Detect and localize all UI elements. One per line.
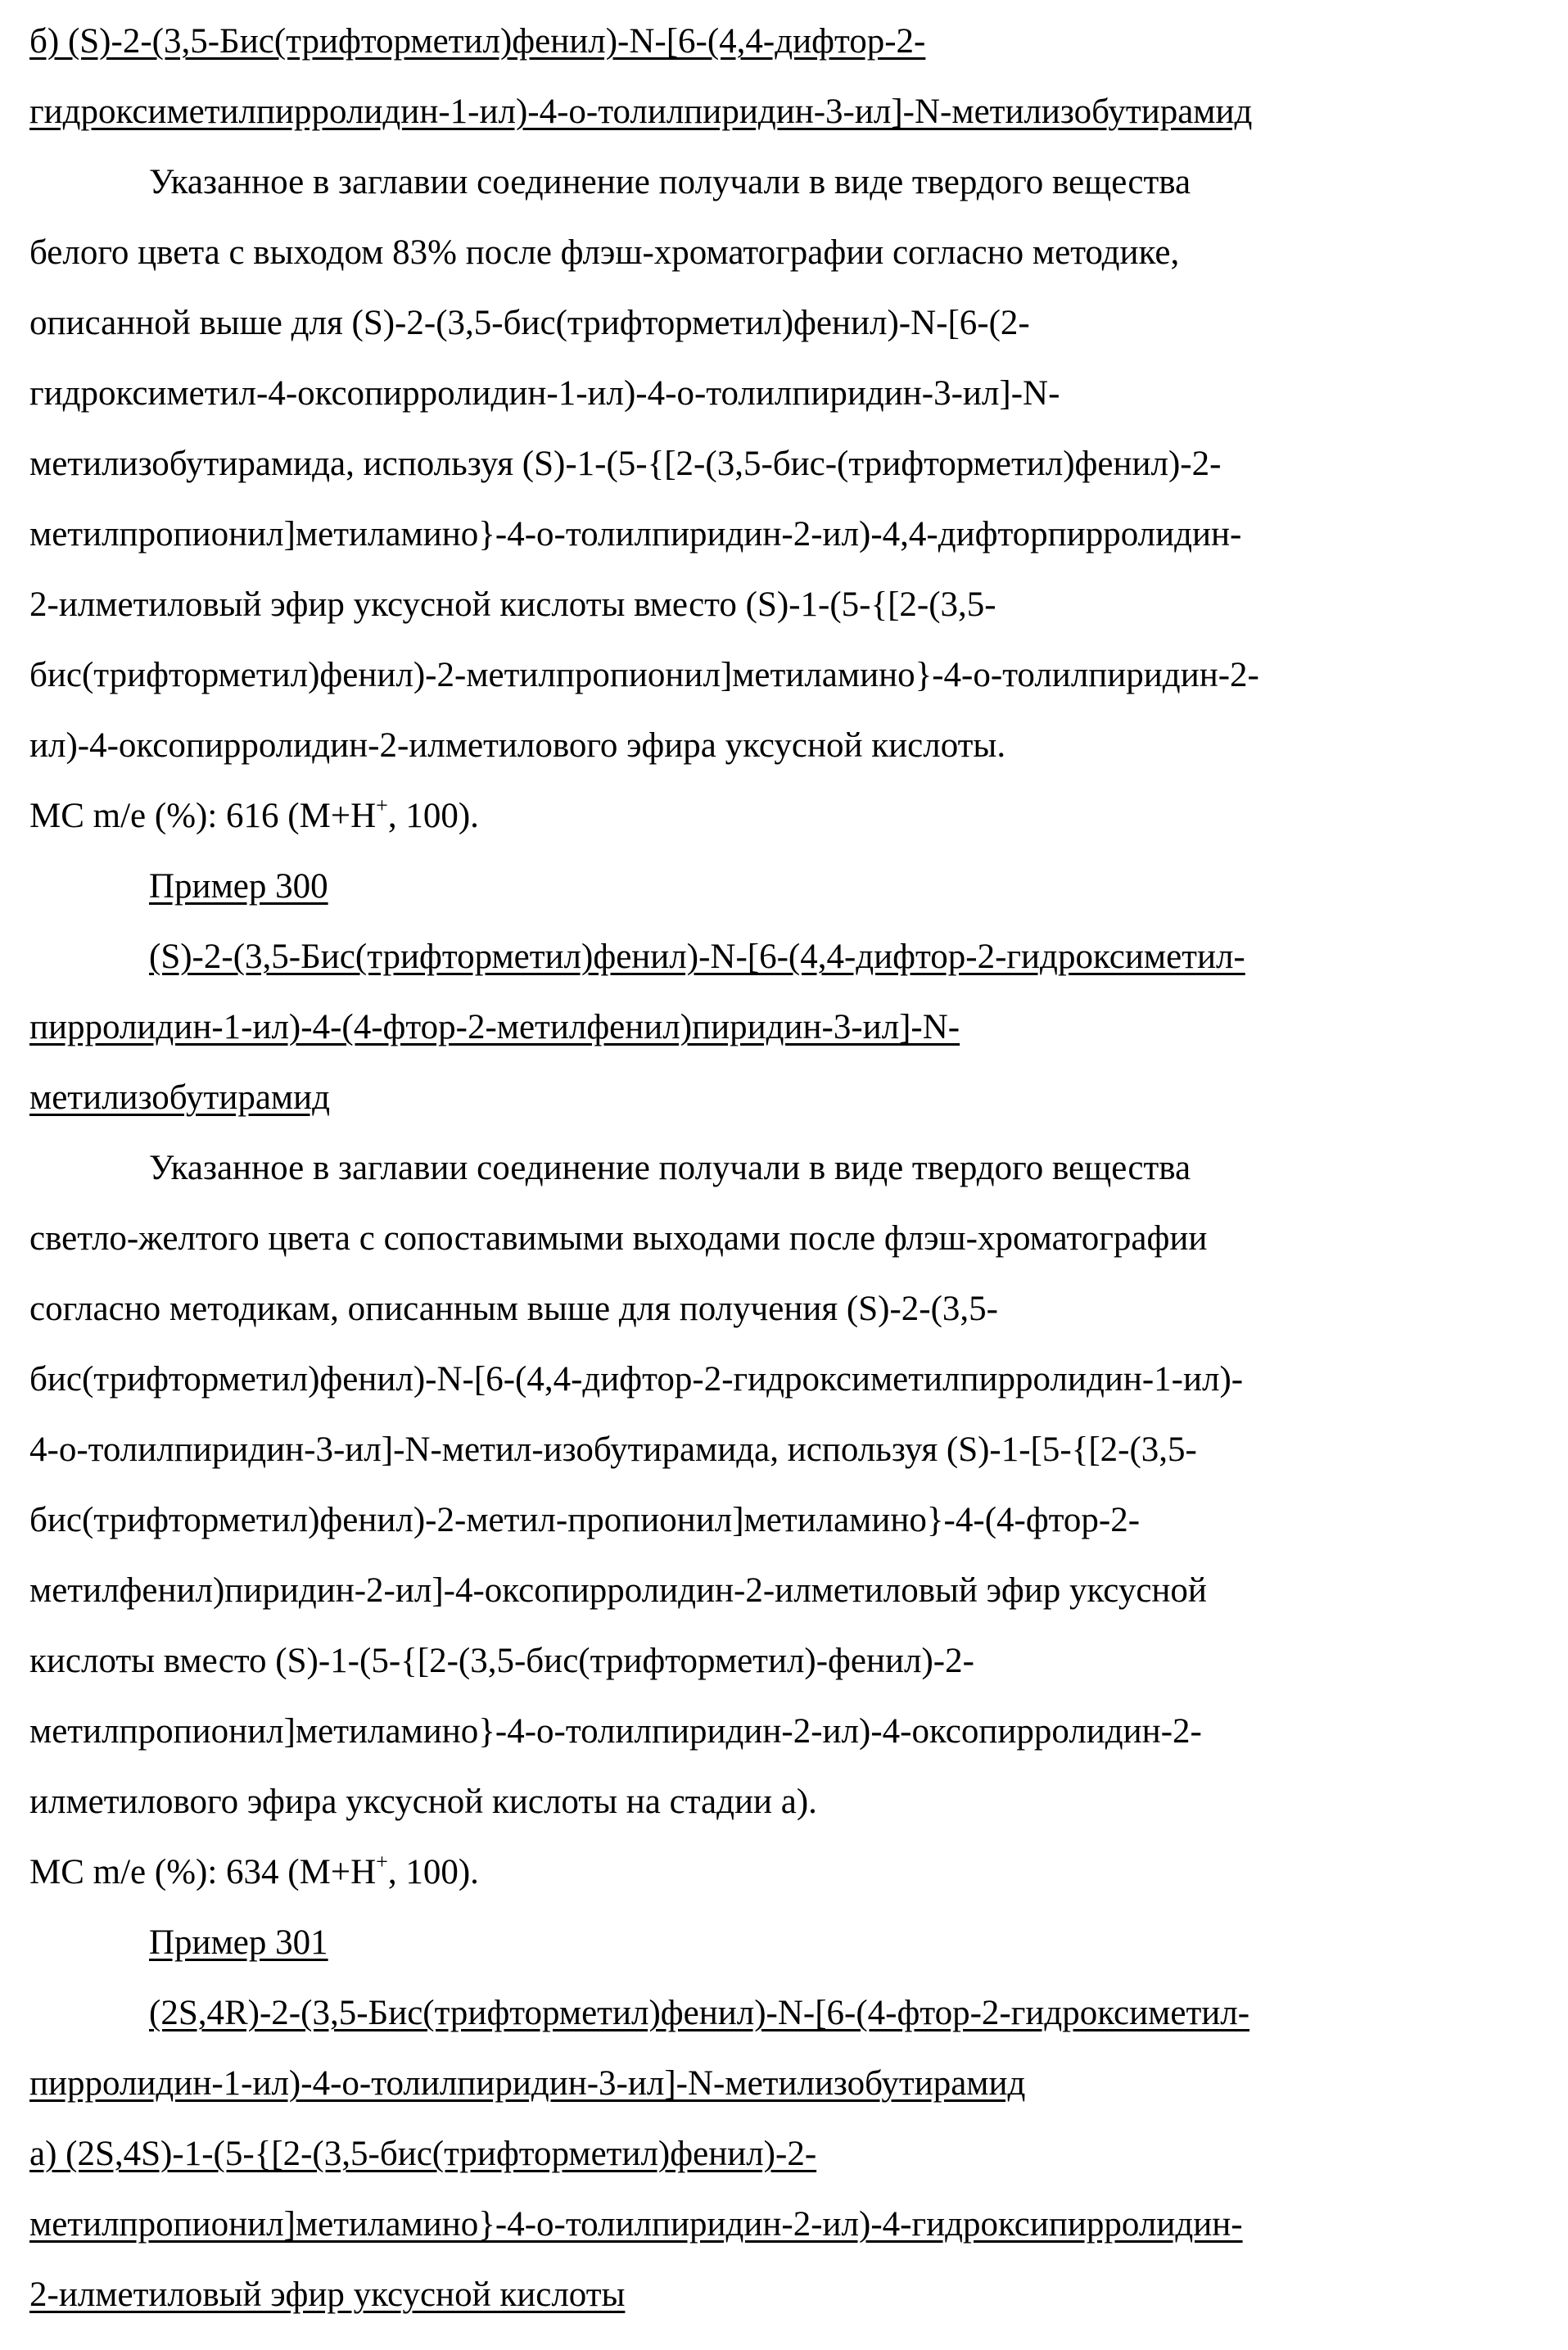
text-line [29,1697,1552,1767]
line-text: МС m/e (%): 634 (M+H [29,1853,376,1891]
line-text: бис(трифторметил)фенил)-2-метил-пропионил]метиламино}-4-(4-фтор-2- [29,1501,1140,1539]
heading-line [29,852,1552,922]
line-text: бис(трифторметил)фенил)-2-метилпропионил]метиламино}-4-о-толилпиридин-2- [29,656,1259,694]
line-text: 4-о-толилпиридин-3-ил]-N-метил-изобутирамида, используя (S)-1-[5-{[2-(3,5- [29,1430,1197,1469]
text-line [29,359,1552,429]
heading-line [29,2190,1552,2260]
line-text: согласно методикам, описанным выше для получения (S)-2-(3,5- [29,1290,998,1328]
heading-line [29,2260,1552,2330]
text-line [29,711,1552,781]
text-line [29,499,1552,570]
line-text: а) (2S,4S)-1-(5-{[2-(3,5-бис(трифторметил)фенил)-2- [29,2135,816,2173]
text-line [29,147,1552,218]
text-line [29,288,1552,359]
line-text: МС m/e (%): 616 (M+H [29,797,376,835]
line-text: пирролидин-1-ил)-4-(4-фтор-2-метилфенил)пиридин-3-ил]-N- [29,1008,960,1046]
line-text-suffix: , 100). [388,797,479,835]
text-line [29,1274,1552,1344]
line-text: (2S,4R)-2-(3,5-Бис(трифторметил)фенил)-N-[6-(4-фтор-2-гидроксиметил- [149,1994,1249,2032]
line-text: кислоты вместо (S)-1-(5-{[2-(3,5-бис(трифторметил)-фенил)-2- [29,1642,974,1680]
text-line [29,1415,1552,1485]
line-text: пирролидин-1-ил)-4-о-толилпиридин-3-ил]-N-метилизобутирамид [29,2064,1025,2103]
text-line [29,218,1552,288]
heading-line [29,2049,1552,2119]
line-text: Указанное в заглавии соединение получали в виде твердого вещества [149,1149,1191,1187]
line-text: гидроксиметилпирролидин-1-ил)-4-о-толилпиридин-3-ил]-N-метилизобутирамид [29,93,1252,131]
line-text: метилфенил)пиридин-2-ил]-4-оксопирролидин-2-илметиловый эфир уксусной [29,1571,1207,1610]
heading-line [29,1063,1552,1133]
line-text: Указанное в заглавии соединение получали в виде твердого вещества [149,163,1191,201]
text-line [29,1626,1552,1697]
line-text: метилизобутирамида, используя (S)-1-(5-{[2-(3,5-бис-(трифторметил)фенил)-2- [29,445,1221,483]
text-line [29,429,1552,499]
superscript-charge: + [376,1850,388,1873]
line-text: метилпропионил]метиламино}-4-о-толилпиридин-2-ил)-4-гидроксипирролидин- [29,2205,1243,2244]
heading-line [29,7,1552,77]
text-line [29,1767,1552,1837]
document-page [29,7,1552,2330]
heading-line [29,77,1552,147]
line-text: гидроксиметил-4-оксопирролидин-1-ил)-4-о-толилпиридин-3-ил]-N- [29,374,1060,413]
heading-line [29,922,1552,992]
text-line [29,1133,1552,1204]
text-line [29,1344,1552,1415]
line-text-suffix: , 100). [388,1853,479,1891]
text-line [29,1485,1552,1556]
line-text: ил)-4-оксопирролидин-2-илметилового эфира уксусной кислоты. [29,726,1005,765]
heading-line [29,1978,1552,2049]
heading-line [29,2119,1552,2190]
text-line [29,640,1552,711]
line-text: Пример 301 [149,1923,328,1962]
text-line [29,1837,1552,1908]
line-text: метилизобутирамид [29,1078,330,1117]
line-text: (S)-2-(3,5-Бис(трифторметил)фенил)-N-[6-(4,4-дифтор-2-гидроксиметил- [149,938,1245,976]
line-text: 2-илметиловый эфир уксусной кислоты вместо (S)-1-(5-{[2-(3,5- [29,585,996,624]
superscript-charge: + [376,793,388,817]
line-text: 2-илметиловый эфир уксусной кислоты [29,2275,625,2314]
text-line [29,1556,1552,1626]
text-line [29,1204,1552,1274]
heading-line [29,1908,1552,1978]
line-text: Пример 300 [149,867,328,906]
text-line [29,570,1552,640]
line-text: светло-желтого цвета с сопоставимыми выходами после флэш-хроматографии [29,1219,1207,1258]
line-text: бис(трифторметил)фенил)-N-[6-(4,4-дифтор-2-гидроксиметилпирролидин-1-ил)- [29,1360,1243,1399]
line-text: описанной выше для (S)-2-(3,5-бис(трифторметил)фенил)-N-[6-(2- [29,304,1030,342]
line-text: белого цвета с выходом 83% после флэш-хроматографии согласно методике, [29,233,1179,272]
line-text: метилпропионил]метиламино}-4-о-толилпиридин-2-ил)-4,4-дифторпирролидин- [29,515,1241,554]
text-line [29,781,1552,852]
line-text: илметилового эфира уксусной кислоты на стадии а). [29,1783,817,1821]
line-text: метилпропионил]метиламино}-4-о-толилпиридин-2-ил)-4-оксопирролидин-2- [29,1712,1202,1751]
line-text: б) (S)-2-(3,5-Бис(трифторметил)фенил)-N-[6-(4,4-дифтор-2- [29,22,925,61]
heading-line [29,992,1552,1063]
